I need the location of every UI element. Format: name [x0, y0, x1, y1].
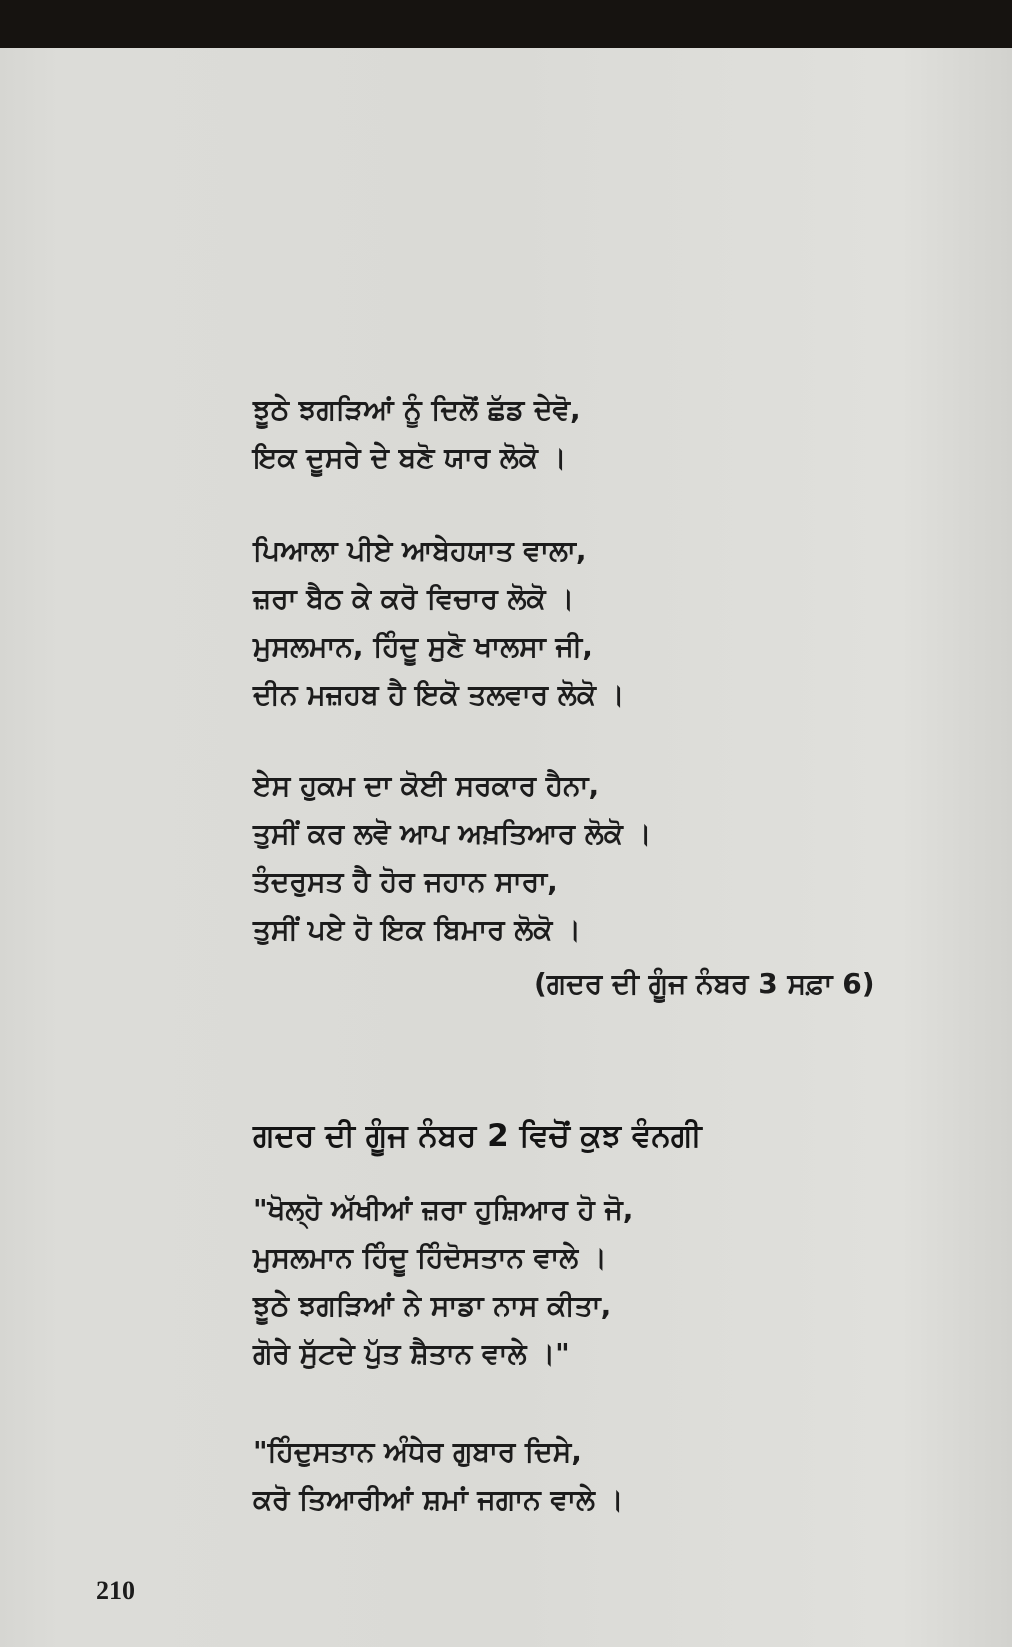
verse-line: ਝੂਠੇ ਝਗੜਿਆਂ ਨੂੰ ਦਿਲੋਂ ਛੱਡ ਦੇਵੋ,	[253, 393, 581, 426]
stanza-1	[253, 386, 581, 482]
section-stanza-2	[253, 1428, 624, 1524]
verse-line: ਏਸ ਹੁਕਮ ਦਾ ਕੋਈ ਸਰਕਾਰ ਹੈਨਾ,	[253, 769, 600, 802]
stanza-3	[253, 762, 651, 954]
citation: (ਗਦਰ ਦੀ ਗੂੰਜ ਨੰਬਰ 3 ਸਫ਼ਾ 6)	[534, 967, 875, 1000]
verse-line: ਤੰਦਰੁਸਤ ਹੈ ਹੋਰ ਜਹਾਨ ਸਾਰਾ,	[253, 865, 558, 898]
verse-line: "ਹਿੰਦੁਸਤਾਨ ਅੰਧੇਰ ਗੁਬਾਰ ਦਿਸੇ,	[253, 1435, 582, 1468]
section-stanza-1	[253, 1186, 633, 1378]
verse-line: ਇਕ ਦੂਸਰੇ ਦੇ ਬਣੋ ਯਾਰ ਲੋਕੋ ।	[253, 441, 567, 474]
verse-line: ਝੂਠੇ ਝਗੜਿਆਂ ਨੇ ਸਾਡਾ ਨਾਸ ਕੀਤਾ,	[253, 1289, 612, 1322]
background-edge	[0, 0, 1012, 52]
stanza-2	[253, 527, 625, 719]
verse-line: ਤੁਸੀਂ ਕਰ ਲਵੋ ਆਪ ਅਖ਼ਤਿਆਰ ਲੋਕੋ ।	[253, 817, 652, 850]
verse-line: "ਖੋਲ੍ਹੋ ਅੱਖੀਆਂ ਜ਼ਰਾ ਹੁਸ਼ਿਆਰ ਹੋ ਜੋ,	[253, 1193, 634, 1226]
verse-line: ਮੁਸਲਮਾਨ ਹਿੰਦੂ ਹਿੰਦੋਸਤਾਨ ਵਾਲੇ ।	[253, 1241, 607, 1274]
verse-line: ਦੀਨ ਮਜ਼ਹਬ ਹੈ ਇਕੋ ਤਲਵਾਰ ਲੋਕੋ ।	[253, 678, 625, 711]
section-heading: ਗਦਰ ਦੀ ਗੂੰਜ ਨੰਬਰ 2 ਵਿਚੋਂ ਕੁਝ ਵੰਨਗੀ	[253, 1118, 702, 1154]
page-number: 210	[96, 1576, 135, 1605]
verse-line: ਤੁਸੀਂ ਪਏ ਹੋ ਇਕ ਬਿਮਾਰ ਲੋਕੋ ।	[253, 913, 581, 946]
verse-line: ਜ਼ਰਾ ਬੈਠ ਕੇ ਕਰੋ ਵਿਚਾਰ ਲੋਕੋ ।	[253, 582, 575, 615]
verse-line: ਪਿਆਲਾ ਪੀਏ ਆਬੇਹਯਾਤ ਵਾਲਾ,	[253, 534, 587, 567]
verse-line: ਗੋਰੇ ਸੁੱਟਦੇ ਪੁੱਤ ਸ਼ੈਤਾਨ ਵਾਲੇ ।"	[253, 1337, 570, 1370]
verse-line: ਕਰੋ ਤਿਆਰੀਆਂ ਸ਼ਮਾਂ ਜਗਾਨ ਵਾਲੇ ।	[253, 1483, 624, 1516]
verse-line: ਮੁਸਲਮਾਨ, ਹਿੰਦੂ ਸੁਣੋ ਖਾਲਸਾ ਜੀ,	[253, 630, 593, 663]
